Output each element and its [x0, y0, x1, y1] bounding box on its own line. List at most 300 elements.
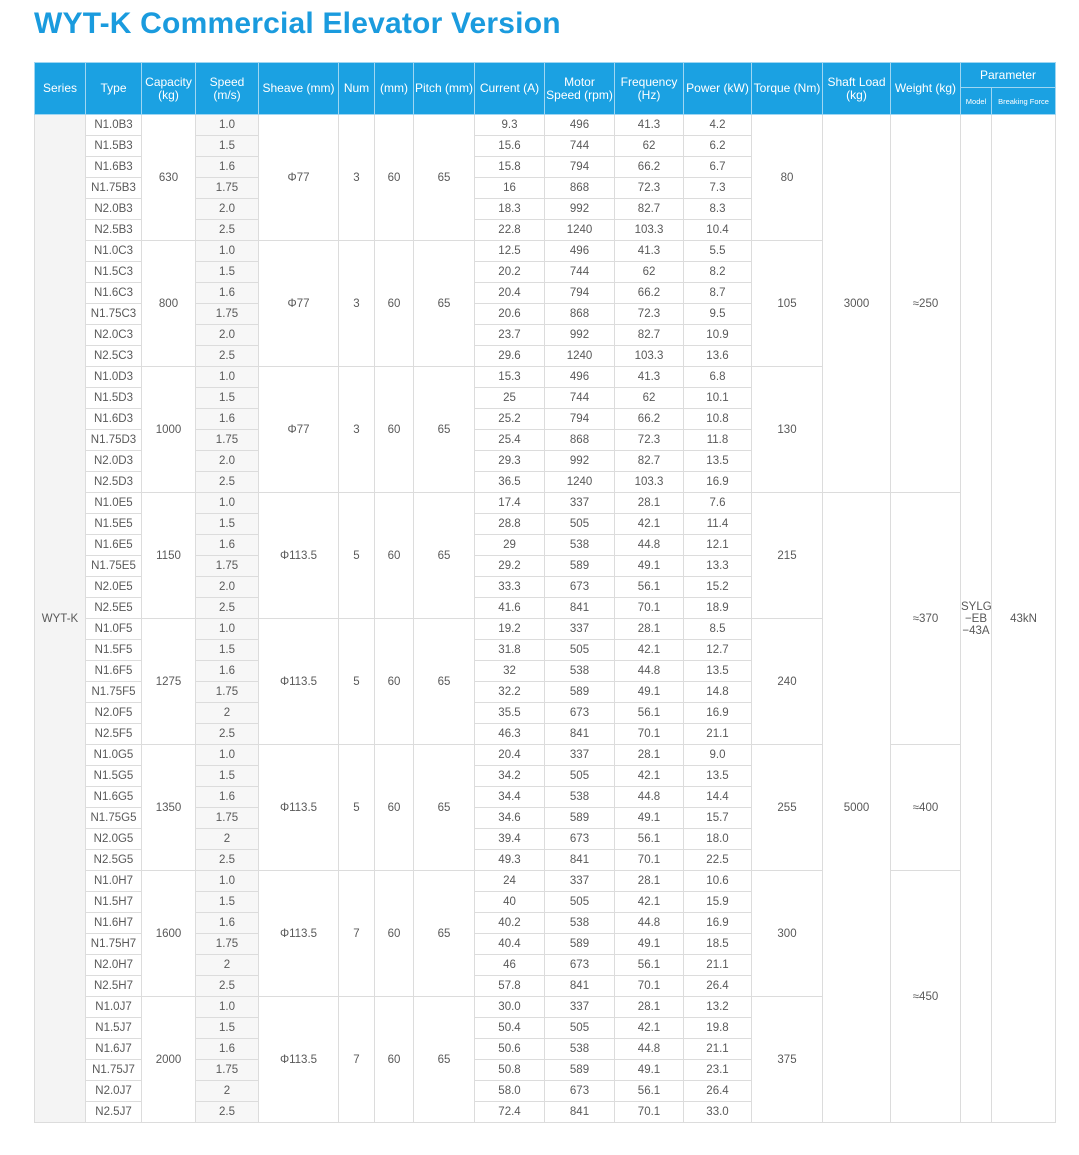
power-cell: 16.9: [684, 703, 752, 724]
power-cell: 15.7: [684, 808, 752, 829]
frequency-cell: 49.1: [615, 1060, 684, 1081]
current-cell: 12.5: [475, 241, 545, 262]
current-cell: 49.3: [475, 850, 545, 871]
power-cell: 14.4: [684, 787, 752, 808]
col-header-frequency: Frequency (Hz): [615, 63, 684, 115]
speed-cell: 1.5: [196, 262, 259, 283]
motor-speed-cell: 841: [545, 724, 615, 745]
col-header-current: Current (A): [475, 63, 545, 115]
type-cell: N1.75J7: [86, 1060, 142, 1081]
capacity-cell: 1275: [142, 619, 196, 745]
power-cell: 8.5: [684, 619, 752, 640]
frequency-cell: 28.1: [615, 493, 684, 514]
speed-cell: 2.0: [196, 451, 259, 472]
current-cell: 15.8: [475, 157, 545, 178]
frequency-cell: 82.7: [615, 199, 684, 220]
speed-cell: 1.75: [196, 178, 259, 199]
weight-cell: ≈250: [891, 115, 961, 493]
capacity-cell: 800: [142, 241, 196, 367]
type-cell: N1.0C3: [86, 241, 142, 262]
frequency-cell: 70.1: [615, 724, 684, 745]
mm-cell: 60: [375, 871, 414, 997]
col-header-parameter: Parameter: [961, 63, 1056, 88]
frequency-cell: 70.1: [615, 598, 684, 619]
power-cell: 16.9: [684, 913, 752, 934]
frequency-cell: 70.1: [615, 850, 684, 871]
speed-cell: 2.0: [196, 199, 259, 220]
motor-speed-cell: 868: [545, 304, 615, 325]
weight-cell: ≈370: [891, 493, 961, 745]
speed-cell: 1.6: [196, 157, 259, 178]
motor-speed-cell: 337: [545, 997, 615, 1018]
motor-speed-cell: 794: [545, 157, 615, 178]
pitch-cell: 65: [414, 115, 475, 241]
speed-cell: 1.6: [196, 535, 259, 556]
frequency-cell: 70.1: [615, 976, 684, 997]
motor-speed-cell: 992: [545, 451, 615, 472]
speed-cell: 1.0: [196, 493, 259, 514]
current-cell: 19.2: [475, 619, 545, 640]
num-cell: 5: [339, 493, 375, 619]
frequency-cell: 70.1: [615, 1102, 684, 1123]
sheave-cell: Φ113.5: [259, 493, 339, 619]
current-cell: 22.8: [475, 220, 545, 241]
motor-speed-cell: 841: [545, 850, 615, 871]
speed-cell: 2.0: [196, 325, 259, 346]
col-header-mm: (mm): [375, 63, 414, 115]
header-row: [35, 63, 1056, 88]
type-cell: N1.75C3: [86, 304, 142, 325]
current-cell: 32: [475, 661, 545, 682]
table-row: [35, 493, 1056, 514]
frequency-cell: 44.8: [615, 787, 684, 808]
motor-speed-cell: 505: [545, 766, 615, 787]
motor-speed-cell: 589: [545, 934, 615, 955]
power-cell: 12.7: [684, 640, 752, 661]
speed-cell: 1.5: [196, 136, 259, 157]
type-cell: N1.75H7: [86, 934, 142, 955]
current-cell: 28.8: [475, 514, 545, 535]
page-title: WYT-K Commercial Elevator Version: [34, 7, 561, 40]
torque-cell: 80: [752, 115, 823, 241]
mm-cell: 60: [375, 493, 414, 619]
power-cell: 6.7: [684, 157, 752, 178]
speed-cell: 2.5: [196, 850, 259, 871]
torque-cell: 375: [752, 997, 823, 1123]
sheave-cell: Φ77: [259, 241, 339, 367]
speed-cell: 1.6: [196, 1039, 259, 1060]
frequency-cell: 28.1: [615, 997, 684, 1018]
frequency-cell: 103.3: [615, 346, 684, 367]
frequency-cell: 56.1: [615, 703, 684, 724]
motor-speed-cell: 794: [545, 409, 615, 430]
frequency-cell: 82.7: [615, 325, 684, 346]
torque-cell: 300: [752, 871, 823, 997]
motor-speed-cell: 505: [545, 892, 615, 913]
motor-speed-cell: 744: [545, 388, 615, 409]
frequency-cell: 66.2: [615, 409, 684, 430]
mm-cell: 60: [375, 115, 414, 241]
sheave-cell: Φ113.5: [259, 745, 339, 871]
torque-cell: 105: [752, 241, 823, 367]
col-header-breaking-force: Breaking Force: [992, 88, 1056, 115]
speed-cell: 1.6: [196, 913, 259, 934]
power-cell: 13.5: [684, 766, 752, 787]
type-cell: N1.6J7: [86, 1039, 142, 1060]
speed-cell: 1.75: [196, 934, 259, 955]
frequency-cell: 103.3: [615, 220, 684, 241]
speed-cell: 1.6: [196, 409, 259, 430]
motor-speed-cell: 673: [545, 829, 615, 850]
power-cell: 16.9: [684, 472, 752, 493]
col-header-model: Model: [961, 88, 992, 115]
motor-speed-cell: 841: [545, 976, 615, 997]
speed-cell: 1.75: [196, 682, 259, 703]
power-cell: 21.1: [684, 1039, 752, 1060]
current-cell: 20.4: [475, 745, 545, 766]
current-cell: 50.6: [475, 1039, 545, 1060]
power-cell: 26.4: [684, 1081, 752, 1102]
motor-speed-cell: 841: [545, 598, 615, 619]
motor-speed-cell: 505: [545, 514, 615, 535]
motor-speed-cell: 538: [545, 535, 615, 556]
motor-speed-cell: 538: [545, 787, 615, 808]
current-cell: 29.3: [475, 451, 545, 472]
power-cell: 7.6: [684, 493, 752, 514]
current-cell: 23.7: [475, 325, 545, 346]
current-cell: 24: [475, 871, 545, 892]
speed-cell: 2.5: [196, 346, 259, 367]
type-cell: N2.0D3: [86, 451, 142, 472]
num-cell: 3: [339, 367, 375, 493]
motor-speed-cell: 589: [545, 1060, 615, 1081]
frequency-cell: 56.1: [615, 577, 684, 598]
mm-cell: 60: [375, 619, 414, 745]
frequency-cell: 56.1: [615, 955, 684, 976]
type-cell: N1.5D3: [86, 388, 142, 409]
current-cell: 20.6: [475, 304, 545, 325]
current-cell: 16: [475, 178, 545, 199]
type-cell: N2.0C3: [86, 325, 142, 346]
speed-cell: 2: [196, 955, 259, 976]
sheave-cell: Φ113.5: [259, 997, 339, 1123]
mm-cell: 60: [375, 241, 414, 367]
current-cell: 29: [475, 535, 545, 556]
power-cell: 15.9: [684, 892, 752, 913]
power-cell: 13.5: [684, 451, 752, 472]
current-cell: 18.3: [475, 199, 545, 220]
power-cell: 11.8: [684, 430, 752, 451]
current-cell: 25.4: [475, 430, 545, 451]
type-cell: N2.0H7: [86, 955, 142, 976]
speed-cell: 1.6: [196, 787, 259, 808]
current-cell: 25: [475, 388, 545, 409]
speed-cell: 1.0: [196, 745, 259, 766]
capacity-cell: 1350: [142, 745, 196, 871]
frequency-cell: 62: [615, 388, 684, 409]
frequency-cell: 103.3: [615, 472, 684, 493]
col-header-sheave: Sheave (mm): [259, 63, 339, 115]
speed-cell: 1.5: [196, 640, 259, 661]
speed-cell: 1.0: [196, 241, 259, 262]
speed-cell: 2.5: [196, 976, 259, 997]
col-header-power: Power (kW): [684, 63, 752, 115]
type-cell: N1.0D3: [86, 367, 142, 388]
power-cell: 13.6: [684, 346, 752, 367]
power-cell: 13.2: [684, 997, 752, 1018]
power-cell: 11.4: [684, 514, 752, 535]
speed-cell: 1.5: [196, 514, 259, 535]
power-cell: 26.4: [684, 976, 752, 997]
speed-cell: 1.0: [196, 115, 259, 136]
motor-speed-cell: 673: [545, 577, 615, 598]
power-cell: 9.0: [684, 745, 752, 766]
capacity-cell: 1600: [142, 871, 196, 997]
type-cell: N2.5F5: [86, 724, 142, 745]
speed-cell: 2: [196, 1081, 259, 1102]
current-cell: 33.3: [475, 577, 545, 598]
power-cell: 6.8: [684, 367, 752, 388]
motor-speed-cell: 589: [545, 556, 615, 577]
type-cell: N1.6G5: [86, 787, 142, 808]
type-cell: N2.5B3: [86, 220, 142, 241]
motor-speed-cell: 337: [545, 871, 615, 892]
power-cell: 6.2: [684, 136, 752, 157]
speed-cell: 2: [196, 703, 259, 724]
type-cell: N2.0F5: [86, 703, 142, 724]
col-header-pitch: Pitch (mm): [414, 63, 475, 115]
power-cell: 10.9: [684, 325, 752, 346]
type-cell: N1.5J7: [86, 1018, 142, 1039]
current-cell: 41.6: [475, 598, 545, 619]
torque-cell: 130: [752, 367, 823, 493]
num-cell: 7: [339, 871, 375, 997]
pitch-cell: 65: [414, 871, 475, 997]
frequency-cell: 28.1: [615, 619, 684, 640]
weight-cell: ≈450: [891, 871, 961, 1123]
pitch-cell: 65: [414, 367, 475, 493]
col-header-series: Series: [35, 63, 86, 115]
motor-speed-cell: 744: [545, 136, 615, 157]
torque-cell: 255: [752, 745, 823, 871]
motor-speed-cell: 841: [545, 1102, 615, 1123]
num-cell: 3: [339, 241, 375, 367]
num-cell: 5: [339, 619, 375, 745]
power-cell: 18.0: [684, 829, 752, 850]
type-cell: N2.5E5: [86, 598, 142, 619]
current-cell: 29.2: [475, 556, 545, 577]
current-cell: 40.4: [475, 934, 545, 955]
type-cell: N2.5H7: [86, 976, 142, 997]
power-cell: 19.8: [684, 1018, 752, 1039]
power-cell: 13.5: [684, 661, 752, 682]
capacity-cell: 2000: [142, 997, 196, 1123]
type-cell: N1.0H7: [86, 871, 142, 892]
motor-speed-cell: 538: [545, 1039, 615, 1060]
type-cell: N1.5F5: [86, 640, 142, 661]
type-cell: N1.75D3: [86, 430, 142, 451]
pitch-cell: 65: [414, 997, 475, 1123]
motor-speed-cell: 337: [545, 745, 615, 766]
current-cell: 9.3: [475, 115, 545, 136]
type-cell: N2.0B3: [86, 199, 142, 220]
frequency-cell: 72.3: [615, 430, 684, 451]
frequency-cell: 62: [615, 262, 684, 283]
type-cell: N1.5B3: [86, 136, 142, 157]
power-cell: 12.1: [684, 535, 752, 556]
speed-cell: 2.5: [196, 1102, 259, 1123]
col-header-torque: Torque (Nm): [752, 63, 823, 115]
sheave-cell: Φ113.5: [259, 871, 339, 997]
torque-cell: 215: [752, 493, 823, 619]
frequency-cell: 49.1: [615, 934, 684, 955]
num-cell: 5: [339, 745, 375, 871]
type-cell: N1.0F5: [86, 619, 142, 640]
motor-speed-cell: 337: [545, 493, 615, 514]
current-cell: 31.8: [475, 640, 545, 661]
power-cell: 8.7: [684, 283, 752, 304]
power-cell: 10.4: [684, 220, 752, 241]
shaft-load-cell: 3000: [823, 115, 891, 493]
frequency-cell: 28.1: [615, 745, 684, 766]
table-row: [35, 115, 1056, 136]
type-cell: N2.0E5: [86, 577, 142, 598]
speed-cell: 1.5: [196, 766, 259, 787]
current-cell: 30.0: [475, 997, 545, 1018]
type-cell: N1.75F5: [86, 682, 142, 703]
weight-cell: ≈400: [891, 745, 961, 871]
frequency-cell: 66.2: [615, 283, 684, 304]
current-cell: 46.3: [475, 724, 545, 745]
frequency-cell: 56.1: [615, 1081, 684, 1102]
speed-cell: 1.6: [196, 661, 259, 682]
current-cell: 15.6: [475, 136, 545, 157]
col-header-type: Type: [86, 63, 142, 115]
motor-speed-cell: 673: [545, 703, 615, 724]
speed-cell: 1.0: [196, 619, 259, 640]
series-cell: WYT-K: [35, 115, 86, 1123]
col-header-shaft-load: Shaft Load (kg): [823, 63, 891, 115]
type-cell: N2.5D3: [86, 472, 142, 493]
breaking-force-cell: 43kN: [992, 115, 1056, 1123]
type-cell: N1.75E5: [86, 556, 142, 577]
speed-cell: 1.75: [196, 1060, 259, 1081]
shaft-load-cell: 5000: [823, 493, 891, 1123]
speed-cell: 2.5: [196, 724, 259, 745]
power-cell: 7.3: [684, 178, 752, 199]
current-cell: 15.3: [475, 367, 545, 388]
type-cell: N1.0B3: [86, 115, 142, 136]
current-cell: 32.2: [475, 682, 545, 703]
speed-cell: 1.75: [196, 808, 259, 829]
motor-speed-cell: 673: [545, 1081, 615, 1102]
current-cell: 17.4: [475, 493, 545, 514]
type-cell: N1.0E5: [86, 493, 142, 514]
type-cell: N1.5G5: [86, 766, 142, 787]
motor-speed-cell: 1240: [545, 346, 615, 367]
motor-speed-cell: 337: [545, 619, 615, 640]
frequency-cell: 42.1: [615, 640, 684, 661]
power-cell: 15.2: [684, 577, 752, 598]
motor-speed-cell: 992: [545, 199, 615, 220]
motor-speed-cell: 589: [545, 808, 615, 829]
pitch-cell: 65: [414, 493, 475, 619]
current-cell: 50.8: [475, 1060, 545, 1081]
num-cell: 3: [339, 115, 375, 241]
motor-speed-cell: 868: [545, 430, 615, 451]
speed-cell: 1.0: [196, 997, 259, 1018]
frequency-cell: 42.1: [615, 1018, 684, 1039]
frequency-cell: 66.2: [615, 157, 684, 178]
type-cell: N1.75B3: [86, 178, 142, 199]
motor-speed-cell: 538: [545, 661, 615, 682]
motor-speed-cell: 538: [545, 913, 615, 934]
sheave-cell: Φ113.5: [259, 619, 339, 745]
type-cell: N1.6H7: [86, 913, 142, 934]
capacity-cell: 1150: [142, 493, 196, 619]
speed-cell: 1.6: [196, 283, 259, 304]
power-cell: 9.5: [684, 304, 752, 325]
motor-speed-cell: 673: [545, 955, 615, 976]
power-cell: 5.5: [684, 241, 752, 262]
col-header-speed: Speed (m/s): [196, 63, 259, 115]
col-header-num: Num: [339, 63, 375, 115]
type-cell: N2.5G5: [86, 850, 142, 871]
frequency-cell: 72.3: [615, 304, 684, 325]
speed-cell: 1.75: [196, 430, 259, 451]
current-cell: 46: [475, 955, 545, 976]
power-cell: 8.2: [684, 262, 752, 283]
power-cell: 10.6: [684, 871, 752, 892]
speed-cell: 2.5: [196, 472, 259, 493]
motor-speed-cell: 496: [545, 367, 615, 388]
table-row: [35, 871, 1056, 892]
type-cell: N2.0G5: [86, 829, 142, 850]
frequency-cell: 44.8: [615, 535, 684, 556]
type-cell: N1.75G5: [86, 808, 142, 829]
frequency-cell: 28.1: [615, 871, 684, 892]
mm-cell: 60: [375, 997, 414, 1123]
pitch-cell: 65: [414, 745, 475, 871]
speed-cell: 2.0: [196, 577, 259, 598]
motor-speed-cell: 1240: [545, 220, 615, 241]
motor-speed-cell: 496: [545, 115, 615, 136]
power-cell: 13.3: [684, 556, 752, 577]
frequency-cell: 72.3: [615, 178, 684, 199]
power-cell: 8.3: [684, 199, 752, 220]
type-cell: N1.5C3: [86, 262, 142, 283]
frequency-cell: 44.8: [615, 1039, 684, 1060]
current-cell: 34.2: [475, 766, 545, 787]
power-cell: 10.1: [684, 388, 752, 409]
motor-speed-cell: 505: [545, 640, 615, 661]
current-cell: 40: [475, 892, 545, 913]
pitch-cell: 65: [414, 241, 475, 367]
speed-cell: 1.5: [196, 388, 259, 409]
col-header-capacity: Capacity (kg): [142, 63, 196, 115]
power-cell: 21.1: [684, 955, 752, 976]
current-cell: 40.2: [475, 913, 545, 934]
frequency-cell: 41.3: [615, 367, 684, 388]
type-cell: N1.0G5: [86, 745, 142, 766]
type-cell: N2.5C3: [86, 346, 142, 367]
type-cell: N1.6C3: [86, 283, 142, 304]
motor-speed-cell: 496: [545, 241, 615, 262]
type-cell: N1.6E5: [86, 535, 142, 556]
model-cell: SYLG −EB −43A: [961, 115, 992, 1123]
current-cell: 34.4: [475, 787, 545, 808]
frequency-cell: 82.7: [615, 451, 684, 472]
